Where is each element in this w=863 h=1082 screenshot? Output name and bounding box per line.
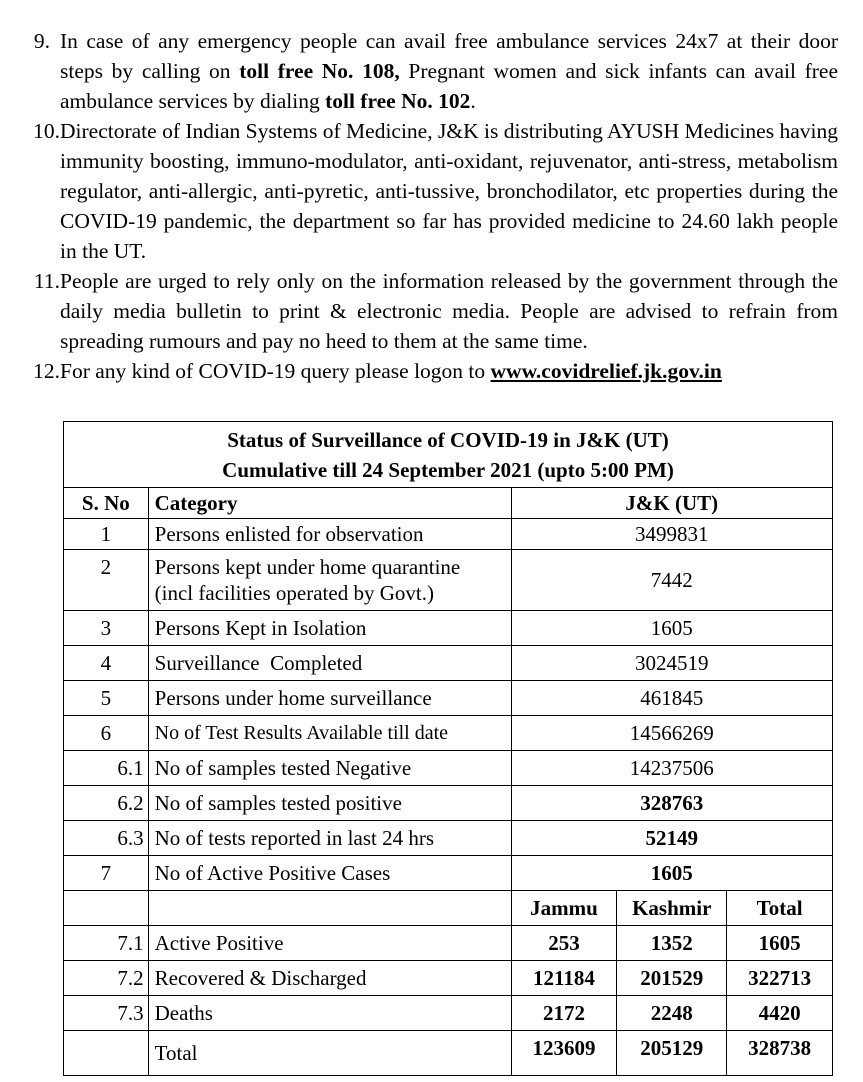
point-text: For any kind of COVID-19 query please logon to xyxy=(60,359,491,383)
split-header-row xyxy=(64,891,833,926)
row-category: Active Positive xyxy=(148,926,511,961)
row-jammu: 2172 xyxy=(511,996,617,1031)
header-jammu: Jammu xyxy=(511,891,617,926)
row-category: Total xyxy=(148,1031,511,1076)
row-total: 322713 xyxy=(727,961,833,996)
table-row xyxy=(64,611,833,646)
row-category-line1: Persons kept under home quarantine xyxy=(154,555,461,579)
point-number: 11. xyxy=(33,269,60,293)
row-total: 1605 xyxy=(727,926,833,961)
table-row xyxy=(64,550,833,611)
toll-free-108: toll free No. 108, xyxy=(239,59,400,83)
header-sno: S. No xyxy=(64,488,149,519)
row-value: 52149 xyxy=(511,821,832,856)
covidrelief-link[interactable]: www.covidrelief.jk.gov.in xyxy=(490,359,722,383)
row-value: 14566269 xyxy=(511,716,832,751)
row-value: 461845 xyxy=(511,681,832,716)
row-jammu: 121184 xyxy=(511,961,617,996)
row-total: 328738 xyxy=(727,1031,833,1076)
row-category: Persons enlisted for observation xyxy=(148,519,511,550)
row-sno: 1 xyxy=(64,519,149,550)
row-category: Recovered & Discharged xyxy=(148,961,511,996)
split-row xyxy=(64,926,833,961)
row-value: 328763 xyxy=(511,786,832,821)
row-jammu: 123609 xyxy=(511,1031,617,1076)
header-total: Total xyxy=(727,891,833,926)
header-category: Category xyxy=(148,488,511,519)
row-category xyxy=(148,550,511,611)
point-number: 10. xyxy=(33,119,60,143)
row-sno: 7.2 xyxy=(64,961,149,996)
row-category: No of Active Positive Cases xyxy=(148,856,511,891)
row-sno: 6.2 xyxy=(64,786,149,821)
row-category: No of tests reported in last 24 hrs xyxy=(148,821,511,856)
row-kashmir: 205129 xyxy=(617,1031,727,1076)
row-value: 1605 xyxy=(511,611,832,646)
surveillance-table xyxy=(63,421,833,1076)
split-row-total xyxy=(64,1031,833,1076)
point-9 xyxy=(18,26,838,116)
row-kashmir: 201529 xyxy=(617,961,727,996)
row-sno: 7.1 xyxy=(64,926,149,961)
row-value: 1605 xyxy=(511,856,832,891)
row-sno: 7.3 xyxy=(64,996,149,1031)
row-sno: 6 xyxy=(64,716,149,751)
row-jammu: 253 xyxy=(511,926,617,961)
header-value: J&K (UT) xyxy=(511,488,832,519)
table-title-line2: Cumulative till 24 September 2021 (upto 5:00 PM) xyxy=(222,458,674,482)
point-text: . xyxy=(470,89,476,113)
row-category: Surveillance Completed xyxy=(148,646,511,681)
row-sno: 4 xyxy=(64,646,149,681)
row-sno: 2 xyxy=(64,550,149,611)
table-row xyxy=(64,751,833,786)
point-12 xyxy=(18,356,838,386)
table-row xyxy=(64,519,833,550)
row-total: 4420 xyxy=(727,996,833,1031)
row-category: No of Test Results Available till date xyxy=(148,716,511,751)
row-sno: 3 xyxy=(64,611,149,646)
row-sno xyxy=(64,1031,149,1076)
toll-free-102: toll free No. 102 xyxy=(325,89,471,113)
table-row xyxy=(64,646,833,681)
row-sno: 6.1 xyxy=(64,751,149,786)
point-10 xyxy=(18,116,838,266)
row-value: 14237506 xyxy=(511,751,832,786)
table-row xyxy=(64,716,833,751)
table-row xyxy=(64,681,833,716)
table-title-line1: Status of Surveillance of COVID-19 in J&K (UT) xyxy=(227,428,669,452)
point-11 xyxy=(18,266,838,356)
row-kashmir: 1352 xyxy=(617,926,727,961)
row-value: 3024519 xyxy=(511,646,832,681)
table-row xyxy=(64,856,833,891)
row-category: No of samples tested positive xyxy=(148,786,511,821)
split-row xyxy=(64,961,833,996)
point-text: In case of any emergency people can avail free ambulance services 24x7 at their door steps by calling on xyxy=(60,29,838,83)
row-category-line2: (incl facilities operated by Govt.) xyxy=(154,581,434,605)
bulletin-points xyxy=(18,26,838,386)
row-category: Persons under home surveillance xyxy=(148,681,511,716)
row-sno: 5 xyxy=(64,681,149,716)
table-title xyxy=(64,422,833,488)
split-row xyxy=(64,996,833,1031)
table-header-row xyxy=(64,488,833,519)
point-text: Pregnant women and sick infants can avail free ambulance services by dialing xyxy=(60,59,839,113)
row-sno: 7 xyxy=(64,856,149,891)
table-row xyxy=(64,821,833,856)
point-text: People are urged to rely only on the information released by the government through the daily media bulletin to print & electronic media. People are advised to refrain from spreading rumours and pay no heed to them at the same time. xyxy=(60,269,838,353)
table-row xyxy=(64,786,833,821)
point-number: 12. xyxy=(33,359,60,383)
row-category: Persons Kept in Isolation xyxy=(148,611,511,646)
row-value: 3499831 xyxy=(511,519,832,550)
row-kashmir: 2248 xyxy=(617,996,727,1031)
row-category: Deaths xyxy=(148,996,511,1031)
point-number: 9. xyxy=(33,29,50,53)
header-kashmir: Kashmir xyxy=(617,891,727,926)
point-text: Directorate of Indian Systems of Medicine, J&K is distributing AYUSH Medicines having immunity boosting, immuno-modulator, anti-oxidant, rejuvenator, anti-stress, metabolism regulator, anti-allergic, anti-pyretic, anti-tussive, bronchodilator, etc properties during the COVID-19 pandemic, the department so far has provided medicine to 24.60 lakh people in the UT. xyxy=(60,119,838,263)
row-category: No of samples tested Negative xyxy=(148,751,511,786)
row-value: 7442 xyxy=(511,550,832,611)
row-sno: 6.3 xyxy=(64,821,149,856)
